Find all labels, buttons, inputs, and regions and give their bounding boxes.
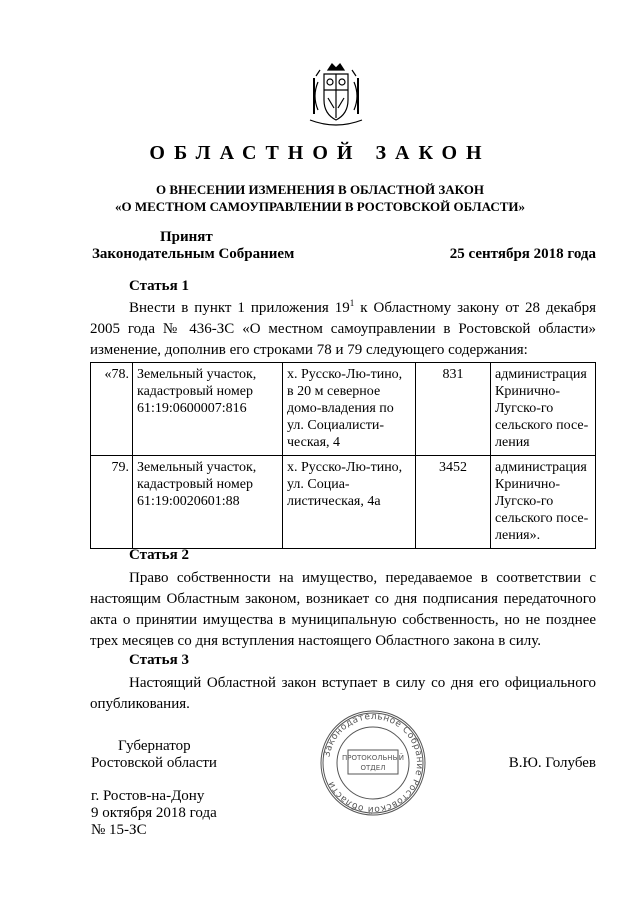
row-address: х. Русско-Лю-тино, ул. Социа-листическая, 4а bbox=[283, 456, 416, 549]
table-row bbox=[91, 363, 596, 456]
document-title: ОБЛАСТНОЙ ЗАКОН bbox=[149, 142, 491, 164]
article-2-text: Право собственности на имущество, передаваемое в соответствии с настоящим Областным законом, возникает со дня подписания передаточного акта о принятии имущества в муниципальную собственность, но не позднее трех месяцев со дня вступления настоящего Областного закона в силу. bbox=[90, 570, 596, 649]
subtitle-line-1: О ВНЕСЕНИИ ИЗМЕНЕНИЯ В ОБЛАСТНОЙ ЗАКОН bbox=[156, 182, 484, 197]
row-number: 79. bbox=[91, 456, 133, 549]
row-owner: администрация Кринично-Лугско-го сельского посе-ления». bbox=[491, 456, 596, 549]
article-1-text: Внести в пункт 1 приложения $19^1$ к Областному закону от 28 декабря 2005 года № 436-ЗС «О местном самоуправлении в Ростовской области» изменение, дополнив его строками 78 и 79 следующего содержания: bbox=[90, 298, 596, 358]
row-object: Земельный участок, кадастровый номер 61:19:0600007:816 bbox=[133, 363, 283, 456]
row-object: Земельный участок, кадастровый номер 61:19:0020601:88 bbox=[133, 456, 283, 549]
svg-text:ОТДЕЛ: ОТДЕЛ bbox=[360, 764, 386, 772]
row-area: 831 bbox=[416, 363, 491, 456]
footer-place: г. Ростов-на-Дону bbox=[91, 788, 205, 804]
adopted-by: Законодательным Собранием bbox=[92, 246, 295, 262]
article-2-heading: Статья 2 bbox=[129, 547, 189, 563]
signatory-position-1: Губернатор bbox=[118, 738, 191, 754]
article-3-heading: Статья 3 bbox=[129, 652, 189, 668]
signatory-name: В.Ю. Голубев bbox=[508, 755, 596, 771]
official-stamp bbox=[318, 708, 428, 818]
document-subtitle bbox=[0, 181, 640, 215]
footer-date: 9 октября 2018 года bbox=[91, 805, 217, 821]
table-row bbox=[91, 456, 596, 549]
adoption-date: 25 сентября 2018 года bbox=[449, 246, 596, 262]
row-address: х. Русско-Лю-тино, в 20 м северное домо-владения по ул. Социалисти-ческая, 4 bbox=[283, 363, 416, 456]
adopted-label: Принят bbox=[160, 229, 213, 245]
coat-of-arms-emblem bbox=[306, 60, 366, 130]
row-number: «78. bbox=[91, 363, 133, 456]
article-1-heading: Статья 1 bbox=[129, 278, 189, 294]
items-table bbox=[90, 362, 596, 549]
signatory-position-2: Ростовской области bbox=[91, 755, 217, 771]
svg-text:ПРОТОКОЛЬНЫЙ: ПРОТОКОЛЬНЫЙ bbox=[341, 754, 405, 762]
footnote-superscript: 1 bbox=[349, 298, 355, 308]
row-owner: администрация Кринично-Лугско-го сельского посе-ления bbox=[491, 363, 596, 456]
footer-number: № 15-ЗС bbox=[91, 822, 147, 838]
article-3-text: Настоящий Областной закон вступает в силу со дня его официального опубликования. bbox=[90, 675, 596, 712]
svg-text:Законодательное Собрание Росто: Законодательное Собрание Ростовской области bbox=[322, 711, 425, 815]
row-area: 3452 bbox=[416, 456, 491, 549]
subtitle-line-2: «О МЕСТНОМ САМОУПРАВЛЕНИИ В РОСТОВСКОЙ ОБЛАСТИ» bbox=[115, 199, 525, 214]
